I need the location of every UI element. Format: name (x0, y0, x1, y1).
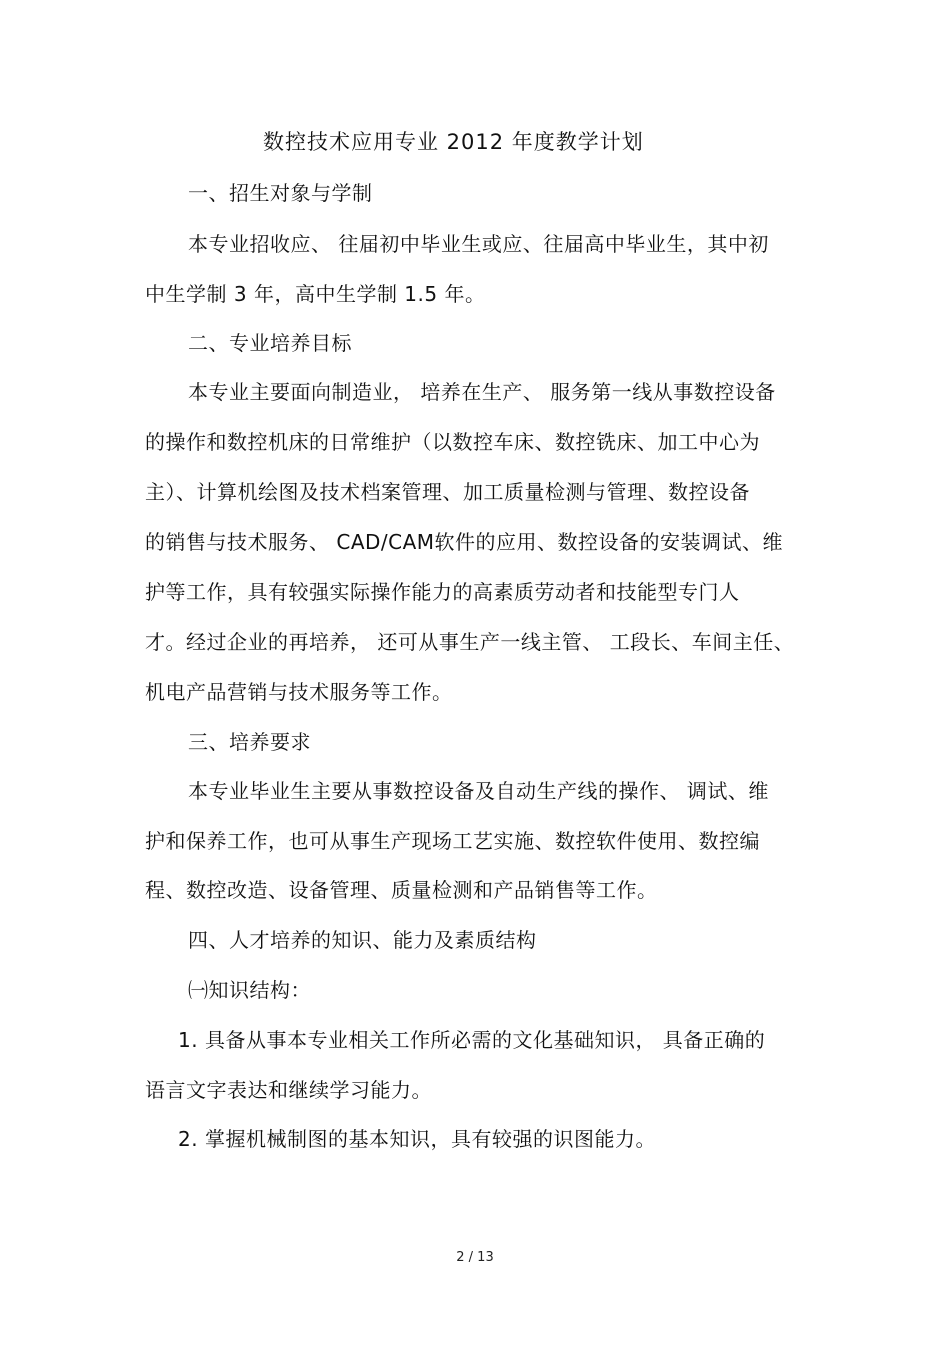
list-item: 1. 具备从事本专业相关工作所必需的文化基础知识， 具备正确的 (178, 1028, 766, 1052)
page-number: 2 / 13 (456, 1250, 494, 1265)
subsection-heading: ㈠知识结构： (188, 978, 311, 1002)
paragraph-line: 本专业主要面向制造业， 培养在生产、 服务第一线从事数控设备 (188, 380, 776, 404)
document-title: 数控技术应用专业 2012 年度教学计划 (263, 130, 644, 154)
section-heading: 三、培养要求 (188, 730, 311, 754)
paragraph-line: 的销售与技术服务、 CAD/CAM软件的应用、数控设备的安装调试、维 (145, 530, 784, 554)
paragraph-line: 的操作和数控机床的日常维护（以数控车床、数控铣床、加工中心为 (145, 430, 760, 454)
section-heading: 一、招生对象与学制 (188, 181, 373, 205)
section-heading: 四、人才培养的知识、能力及素质结构 (188, 928, 537, 952)
paragraph-line: 中生学制 3 年，高中生学制 1.5 年。 (145, 282, 486, 306)
section-heading: 二、专业培养目标 (188, 331, 352, 355)
list-item: 2. 掌握机械制图的基本知识，具有较强的识图能力。 (178, 1127, 656, 1151)
paragraph-line: 机电产品营销与技术服务等工作。 (145, 680, 453, 704)
paragraph-line: 护等工作，具有较强实际操作能力的高素质劳动者和技能型专门人 (145, 580, 740, 604)
paragraph-line: 主）、计算机绘图及技术档案管理、加工质量检测与管理、数控设备 (145, 480, 750, 504)
paragraph-line: 程、数控改造、设备管理、质量检测和产品销售等工作。 (145, 878, 658, 902)
paragraph-line: 本专业招收应、 往届初中毕业生或应、往届高中毕业生，其中初 (188, 232, 769, 256)
paragraph-line: 本专业毕业生主要从事数控设备及自动生产线的操作、 调试、维 (188, 779, 769, 803)
paragraph-line: 语言文字表达和继续学习能力。 (145, 1078, 432, 1102)
paragraph-line: 才。经过企业的再培养， 还可从事生产一线主管、 工段长、车间主任、 (145, 630, 795, 654)
paragraph-line: 护和保养工作，也可从事生产现场工艺实施、数控软件使用、数控编 (145, 829, 760, 853)
